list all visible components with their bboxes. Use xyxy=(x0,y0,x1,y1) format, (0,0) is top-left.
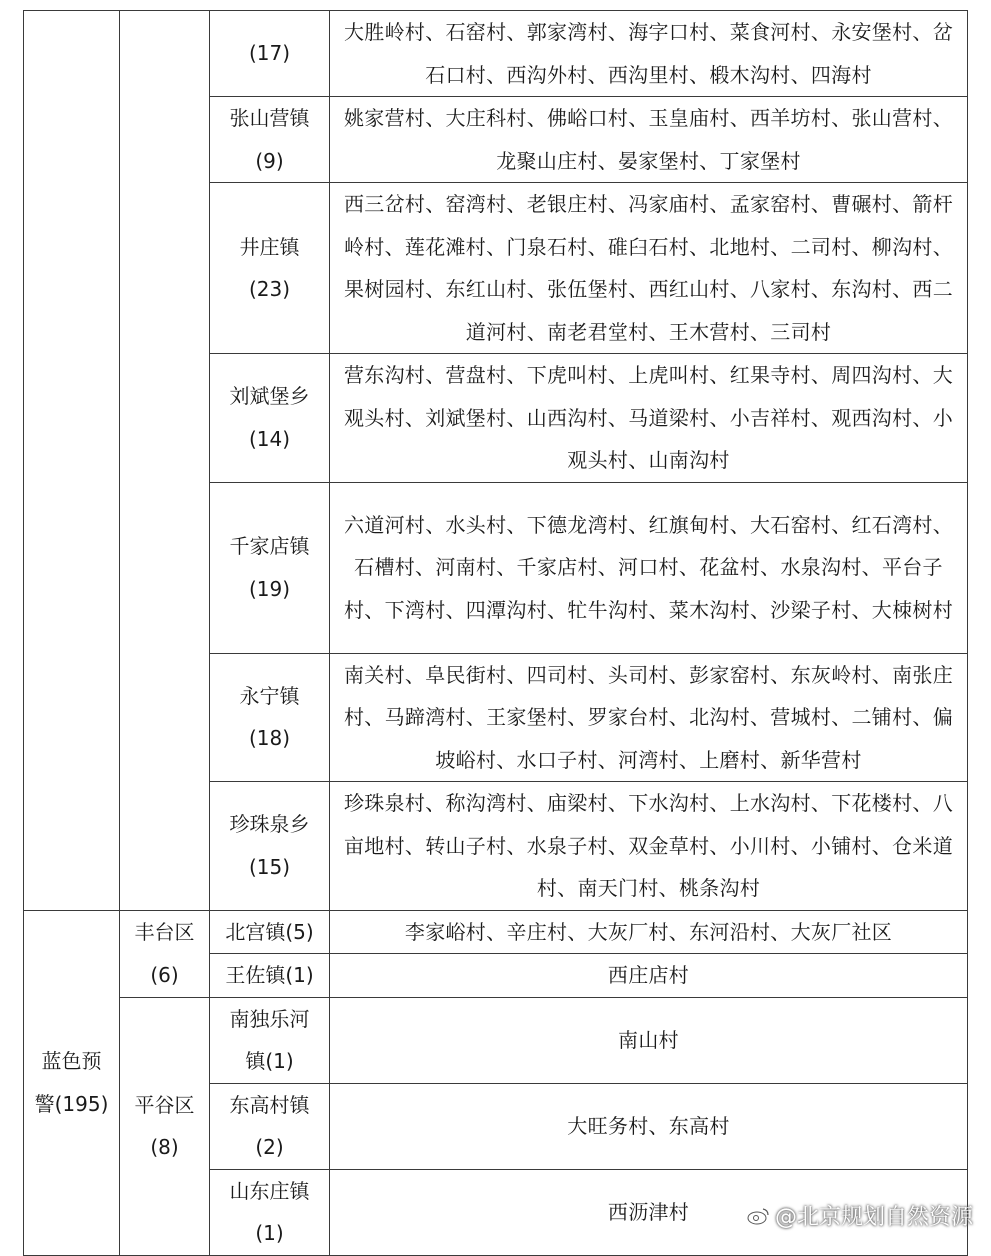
watermark xyxy=(747,1200,973,1231)
town-count: (23) xyxy=(248,277,291,301)
district-cell xyxy=(120,910,210,997)
district-name: 平谷区 xyxy=(134,1092,195,1117)
villages-cell: 姚家营村、大庄科村、佛峪口村、玉皇庙村、西羊坊村、张山营村、龙聚山庄村、晏家堡村、丁家堡村 xyxy=(330,97,968,183)
villages-cell: 南山村 xyxy=(330,997,968,1083)
table-row xyxy=(24,997,968,1083)
town-cell xyxy=(210,1169,330,1255)
town-name: 东高村镇 xyxy=(229,1092,310,1117)
town-count: (2) xyxy=(255,1135,284,1159)
town-cell xyxy=(210,354,330,483)
villages-cell: 西三岔村、窑湾村、老银庄村、冯家庙村、孟家窑村、曹碾村、箭杆岭村、莲花滩村、门泉石村、碓臼石村、北地村、二司村、柳沟村、果树园村、东红山村、张伍堡村、西红山村、八家村、东沟村、西二道河村、南老君堂村、王木营村、三司村 xyxy=(330,183,968,354)
district-name: 丰台区 xyxy=(134,920,195,944)
warning-level-count: 警(195) xyxy=(34,1091,109,1116)
town-count: (17) xyxy=(248,41,291,66)
level-cell-empty xyxy=(24,11,120,911)
warning-level: 蓝色预 xyxy=(41,1049,102,1073)
villages-cell: 李家峪村、辛庄村、大灰厂村、东河沿村、大灰厂社区 xyxy=(330,910,968,954)
town-count: (14) xyxy=(248,426,291,451)
table-row xyxy=(24,11,968,97)
villages-cell: 南关村、阜民街村、四司村、头司村、彭家窑村、东灰岭村、南张庄村、马蹄湾村、王家堡村、罗家台村、北沟村、营城村、二铺村、偏坡峪村、水口子村、河湾村、上磨村、新华营村 xyxy=(330,653,968,782)
town-cell xyxy=(210,1083,330,1169)
town-cell xyxy=(210,782,330,911)
district-cell xyxy=(120,997,210,1255)
town-cell xyxy=(210,653,330,782)
town-name: 千家店镇 xyxy=(229,534,310,558)
town-cell: 王佐镇(1) xyxy=(210,954,330,998)
villages-cell: 六道河村、水头村、下德龙湾村、红旗甸村、大石窑村、红石湾村、石槽村、河南村、千家店村、河口村、花盆村、水泉沟村、平台子村、下湾村、四潭沟村、牤牛沟村、菜木沟村、沙梁子村、大栜树村 xyxy=(330,482,968,653)
district-count: (8) xyxy=(150,1135,179,1159)
villages-cell: 大旺务村、东高村 xyxy=(330,1083,968,1169)
table-row xyxy=(24,910,968,954)
town-name: 永宁镇 xyxy=(239,683,300,708)
town-count: (15) xyxy=(248,854,291,879)
town-count: (18) xyxy=(248,726,291,751)
town-count: (1) xyxy=(255,1221,284,1245)
villages-cell: 珍珠泉村、称沟湾村、庙梁村、下水沟村、上水沟村、下花楼村、八亩地村、转山子村、水泉子村、双金草村、小川村、小铺村、仓米道村、南天门村、桃条沟村 xyxy=(330,782,968,911)
district-cell-empty xyxy=(120,11,210,911)
watermark-text: @北京规划自然资源 xyxy=(774,1205,973,1230)
town-cell xyxy=(210,997,330,1083)
town-name: 南独乐河 xyxy=(229,1006,310,1031)
town-cell xyxy=(210,183,330,354)
warning-level-cell xyxy=(24,910,120,1255)
district-count: (6) xyxy=(150,962,179,987)
town-count: (9) xyxy=(255,148,284,173)
town-name: 珍珠泉乡 xyxy=(229,812,310,837)
town-cell xyxy=(210,97,330,183)
town-count: 镇(1) xyxy=(245,1049,294,1073)
villages-cell: 营东沟村、营盘村、下虎叫村、上虎叫村、红果寺村、周四沟村、大观头村、刘斌堡村、山西沟村、马道梁村、小吉祥村、观西沟村、小观头村、山南沟村 xyxy=(330,354,968,483)
town-cell: 北宫镇(5) xyxy=(210,910,330,954)
town-cell xyxy=(210,11,330,97)
villages-cell: 西庄店村 xyxy=(330,954,968,998)
town-cell xyxy=(210,482,330,653)
villages-cell: 西沥津村 xyxy=(330,1169,968,1255)
town-name: 刘斌堡乡 xyxy=(229,384,310,409)
town-name: 山东庄镇 xyxy=(229,1178,310,1203)
village-warning-table xyxy=(23,10,968,1256)
weibo-logo-icon xyxy=(747,1207,771,1225)
town-name: 张山营镇 xyxy=(229,106,310,130)
town-name: 井庄镇 xyxy=(239,234,300,259)
villages-cell: 大胜岭村、石窑村、郭家湾村、海字口村、菜食河村、永安堡村、岔石口村、西沟外村、西沟里村、椴木沟村、四海村 xyxy=(330,11,968,97)
town-count: (19) xyxy=(248,576,291,601)
